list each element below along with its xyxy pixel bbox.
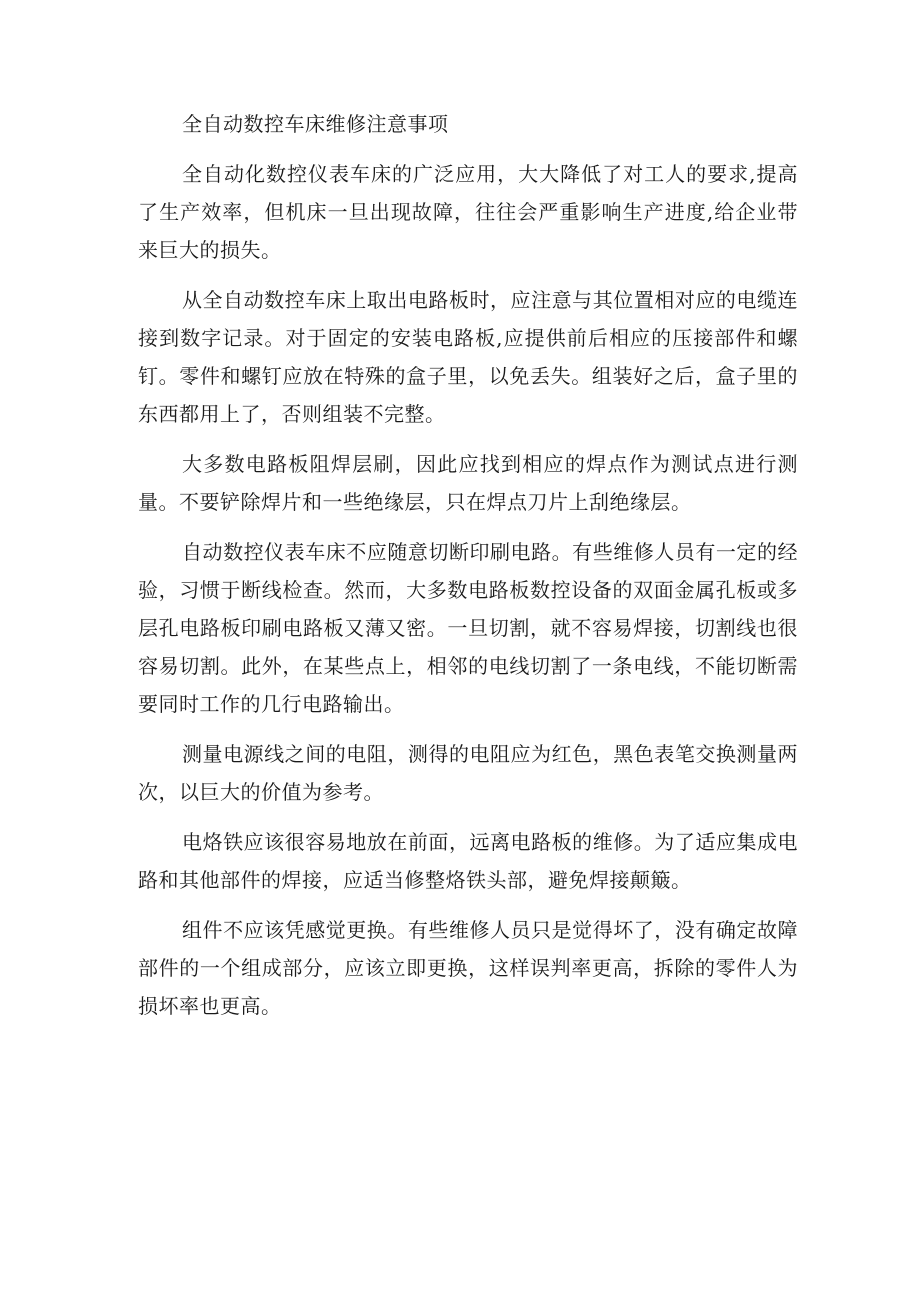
paragraph-1: 全自动化数控仪表车床的广泛应用，大大降低了对工人的要求,提高了生产效率，但机床一旦出现故障，往往会严重影响生产进度,给企业带来巨大的损失。 — [138, 162, 798, 262]
paragraph-2: 从全自动数控车床上取出电路板时，应注意与其位置相对应的电缆连接到数字记录。对于固定的安装电路板,应提供前后相应的压接部件和螺钉。零件和螺钉应放在特殊的盒子里，以免丢失。组装好之后，盒子里的东西都用上了，否则组装不完整。 — [138, 288, 798, 426]
document-body — [138, 105, 798, 1037]
paragraph-7: 组件不应该凭感觉更换。有些维修人员只是觉得坏了，没有确定故障部件的一个组成部分，应该立即更换，这样误判率更高，拆除的零件人为损坏率也更高。 — [138, 918, 798, 1018]
paragraph-4: 自动数控仪表车床不应随意切断印刷电路。有些维修人员有一定的经验，习惯于断线检查。然而，大多数电路板数控设备的双面金属孔板或多层孔电路板印刷电路板又薄又密。一旦切割，就不容易焊接，切割线也很容易切割。此外，在某些点上，相邻的电线切割了一条电线，不能切断需要同时工作的几行电路输出。 — [138, 540, 798, 716]
paragraph-6: 电烙铁应该很容易地放在前面，远离电路板的维修。为了适应集成电路和其他部件的焊接，应适当修整烙铁头部，避免焊接颠簸。 — [138, 830, 798, 892]
paragraph-5: 测量电源线之间的电阻，测得的电阻应为红色，黑色表笔交换测量两次，以巨大的价值为参考。 — [138, 742, 798, 804]
paragraph-3: 大多数电路板阻焊层刷，因此应找到相应的焊点作为测试点进行测量。不要铲除焊片和一些绝缘层，只在焊点刀片上刮绝缘层。 — [138, 452, 798, 514]
document-title: 全自动数控车床维修注意事项 — [182, 112, 449, 136]
